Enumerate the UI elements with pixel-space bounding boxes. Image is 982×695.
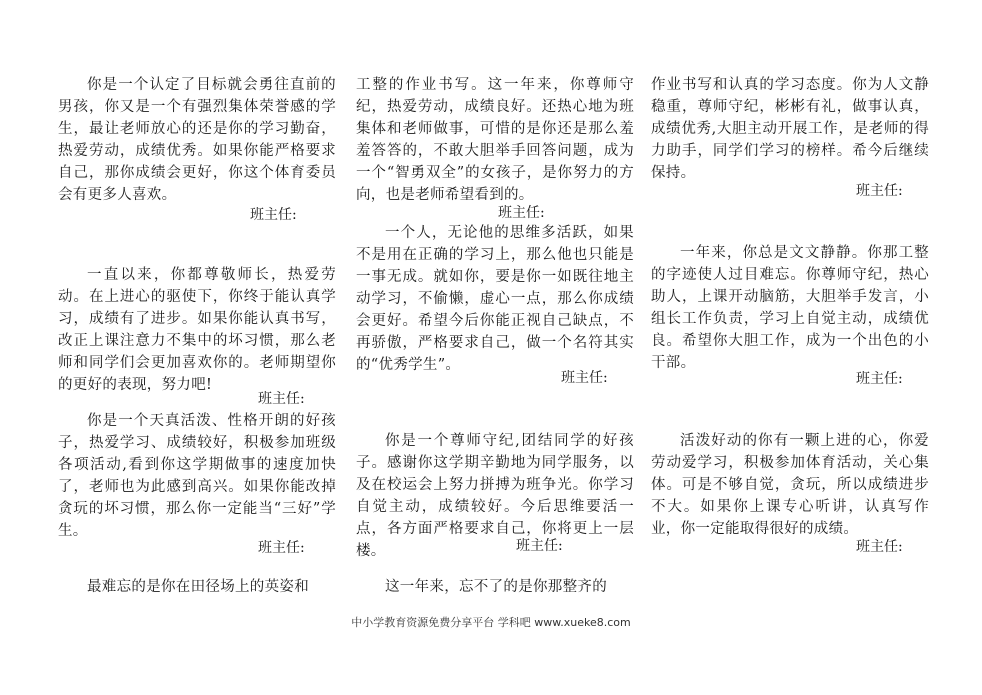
- comment-paragraph: 你是一个认定了目标就会勇往直前的男孩，你又是一个有强烈集体荣誉感的学生，最让老师放心的还是你的学习勤奋，热爱劳动，成绩优秀。如果你能严格要求自己，那你成绩会更好，你这个体育委员会有更多人喜欢。: [58, 77, 336, 203]
- comment-paragraph: 活泼好动的你有一颗上进的心，你爱劳动爱学习，积极参加体育活动，关心集体。可是不够自觉，贪玩，所以成绩进步不大。如果你上课专心听讲，认真写作业，你一定能取得很好的成绩。: [651, 433, 929, 537]
- comment-paragraph: 一年来，你总是文文静静。你那工整的字迹使人过目难忘。你尊师守纪，热心助人，上课开动脑筋，大胆举手发言，小组长工作负责，学习上自觉主动，成绩优良。希望你大胆工作，成为一个出色的小干部。: [651, 245, 929, 371]
- column-1: [58, 0, 336, 695]
- comment-paragraph: 工整的作业书写。这一年来，你尊师守纪，热爱劳动，成绩良好。还热心地为班集体和老师做事，可惜的是你还是那么羞羞答答的，不敢大胆举手回答问题，成为一个“智勇双全”的女孩子，是你努力的方向，也是老师希望看到的。: [356, 77, 634, 203]
- footer-watermark: 中小学教育资源免费分享平台 学科吧 www.xueke8.com: [351, 616, 631, 629]
- signature-label: 班主任:: [856, 183, 903, 199]
- comment-paragraph: 一个人，无论他的思维多活跃，如果不是用在正确的学习上，那么他也只能是一事无成。就如你，要是你一如既往地主动学习，不偷懒，虚心一点，那么你成绩会更好。希望今后你能正视自己缺点，不再骄傲，严格要求自己，做一个名符其实的“优秀学生”。: [356, 225, 634, 373]
- signature-label: 班主任:: [856, 371, 903, 387]
- signature-label: 班主任:: [516, 538, 563, 554]
- column-3: [651, 0, 929, 695]
- column-2: [356, 0, 634, 695]
- signature-label: 班主任:: [498, 205, 545, 221]
- signature-label: 班主任:: [856, 539, 903, 555]
- signature-label: 班主任:: [561, 370, 608, 386]
- signature-label: 班主任:: [258, 391, 305, 407]
- comment-paragraph: 最难忘的是你在田径场上的英姿和: [87, 579, 309, 595]
- comment-paragraph: 这一年来，忘不了的是你那整齐的: [385, 579, 607, 595]
- signature-label: 班主任:: [258, 540, 305, 556]
- comment-paragraph: 你是一个尊师守纪,团结同学的好孩子。感谢你这学期辛勤地为同学服务，以及在校运会上努力拼搏为班争光。你学习自觉主动，成绩较好。今后思维要活一点，各方面严格要求自己，你将更上一层楼。: [356, 433, 634, 559]
- signature-label: 班主任:: [250, 207, 297, 223]
- comment-paragraph: 一直以来，你都尊敬师长，热爱劳动。在上进心的驱使下，你终于能认真学习，成绩有了进步。如果你能认真书写，改正上课注意力不集中的坏习惯，那么老师和同学们会更加喜欢你的。老师期望你的更好的表现，努力吧!: [58, 267, 336, 393]
- comment-paragraph: 作业书写和认真的学习态度。你为人文静稳重，尊师守纪，彬彬有礼，做事认真，成绩优秀,大胆主动开展工作，是老师的得力助手，同学们学习的榜样。希今后继续保持。: [651, 77, 929, 181]
- comment-paragraph: 你是一个天真活泼、性格开朗的好孩子，热爱学习、成绩较好，积极参加班级各项活动,看到你这学期做事的速度加快了，老师也为此感到高兴。如果你能改掉贪玩的坏习惯，那么你一定能当“三好”学生。: [58, 413, 336, 539]
